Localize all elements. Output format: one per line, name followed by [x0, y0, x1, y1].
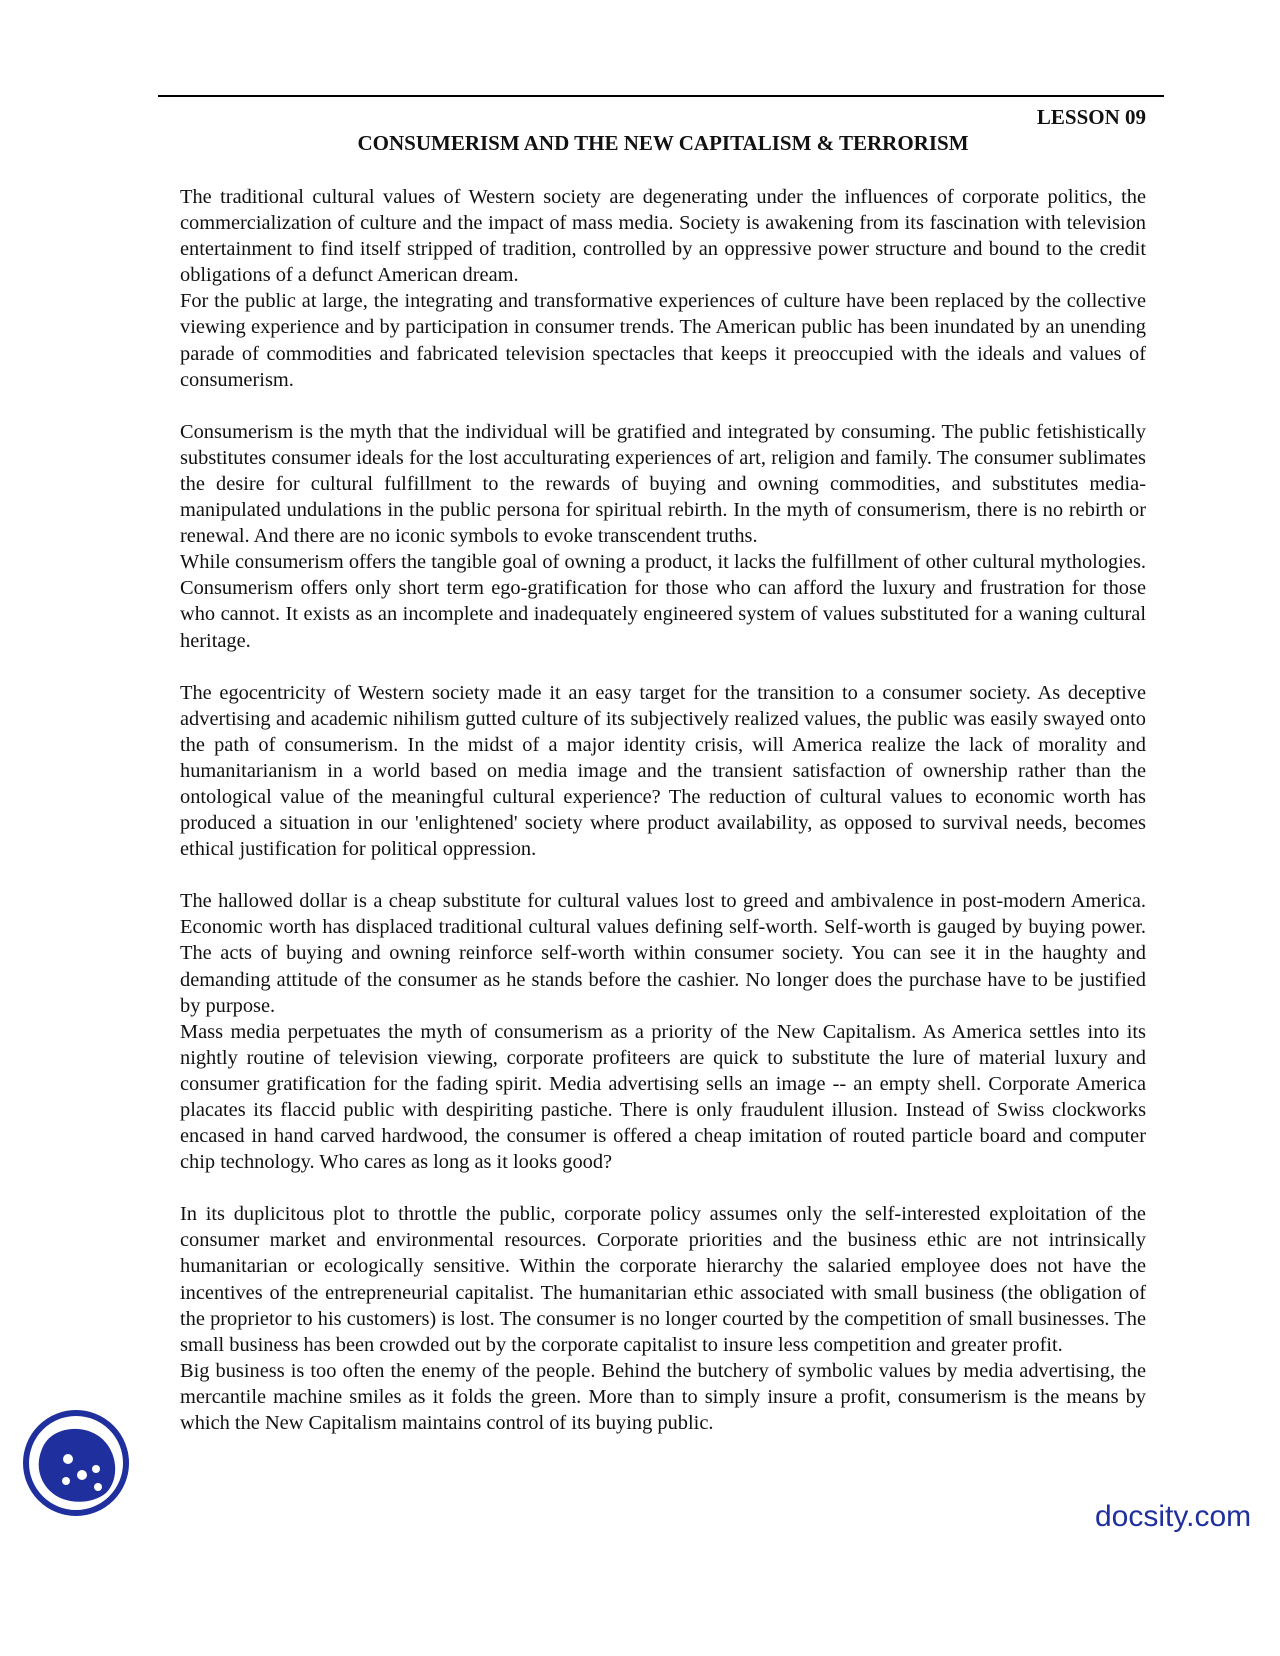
paragraph: The hallowed dollar is a cheap substitute for cultural values lost to greed and ambivalence in post-modern America. Economic worth has displaced traditional cultural values defining self-worth. Self-worth is gauged by buying power. The acts of buying and owning reinforce self-worth within consumer society. You can see it in the haughty and demanding attitude of the consumer as he stands before the cashier. No longer does the purchase have to be justified by purpose.	[180, 890, 1146, 1017]
lesson-number: LESSON 09	[1036, 105, 1146, 129]
watermark-text: docsity.com	[1095, 1500, 1252, 1533]
paragraph: Big business is too often the enemy of the people. Behind the butchery of symbolic values by media advertising, the mercantile machine smiles as it folds the green. More than to simply insure a profit, consumerism is the means by which the New Capitalism maintains control of its buying public.	[180, 1359, 1146, 1435]
paragraph: For the public at large, the integrating and transformative experiences of culture have been replaced by the collective viewing experience and by participation in consumer trends. The American public has been inundated by an unending parade of commodities and fabricated television spectacles that keeps it preoccupied with the ideals and values of consumerism.	[180, 290, 1146, 391]
paragraph: While consumerism offers the tangible goal of owning a product, it lacks the fulfillment of other cultural mythologies. Consumerism offers only short term ego-gratification for those who can afford the luxury and frustration for those who cannot. It exists as an incomplete and inadequately engineered system of values substituted for a waning cultural heritage.	[180, 551, 1146, 652]
header-rule	[158, 95, 1164, 97]
paragraph: Consumerism is the myth that the individual will be gratified and integrated by consuming. The public fetishistically substitutes consumer ideals for the lost acculturating experiences of art, religion and family. The consumer sublimates the desire for cultural fulfillment to the rewards of buying and owning commodities, and substitutes media-manipulated undulations in the public persona for spiritual rebirth. In the myth of consumerism, there is no rebirth or renewal. And there are no iconic symbols to evoke transcendent truths.	[180, 420, 1146, 548]
paragraph: The traditional cultural values of Western society are degenerating under the influences of corporate politics, the commercialization of culture and the impact of mass media. Society is awakening from its fascination with television entertainment to find itself stripped of tradition, controlled by an oppressive power structure and bound to the credit obligations of a defunct American dream.	[180, 186, 1146, 287]
page-title: CONSUMERISM AND THE NEW CAPITALISM & TERRORISM	[357, 131, 969, 155]
docsity-logo-icon	[22, 1409, 130, 1517]
paragraph: In its duplicitous plot to throttle the public, corporate policy assumes only the self-interested exploitation of the consumer market and environmental resources. Corporate priorities and the business ethic are not intrinsically humanitarian or ecologically sensitive. Within the corporate hierarchy the salaried employee does not have the incentives of the entrepreneurial capitalist. The humanitarian ethic associated with small business (the obligation of the proprietor to his customers) is lost. The consumer is no longer courted by the competition of small businesses. The small business has been crowded out by the corporate capitalist to insure less competition and greater profit.	[180, 1203, 1146, 1356]
paragraph: The egocentricity of Western society made it an easy target for the transition to a consumer society. As deceptive advertising and academic nihilism gutted culture of its subjectively realized values, the public was easily swayed onto the path of consumerism. In the midst of a major identity crisis, will America realize the lack of morality and humanitarianism in a world based on media image and the transient satisfaction of ownership rather than the ontological value of the meaningful cultural experience? The reduction of cultural values to economic worth has produced a situation in our 'enlightened' society where product availability, as opposed to survival needs, becomes ethical justification for political oppression.	[180, 681, 1146, 861]
document-body	[180, 184, 1146, 1436]
paragraph: Mass media perpetuates the myth of consumerism as a priority of the New Capitalism. As America settles into its nightly routine of television viewing, corporate profiteers are quick to substitute the lure of material luxury and consumer gratification for the fading spirit. Media advertising sells an image -- an empty shell. Corporate America placates its flaccid public with despiriting pastiche. There is only fraudulent illusion. Instead of Swiss clockworks encased in hand carved hardwood, the consumer is offered a cheap imitation of routed particle board and computer chip technology. Who cares as long as it looks good?	[180, 1020, 1146, 1174]
